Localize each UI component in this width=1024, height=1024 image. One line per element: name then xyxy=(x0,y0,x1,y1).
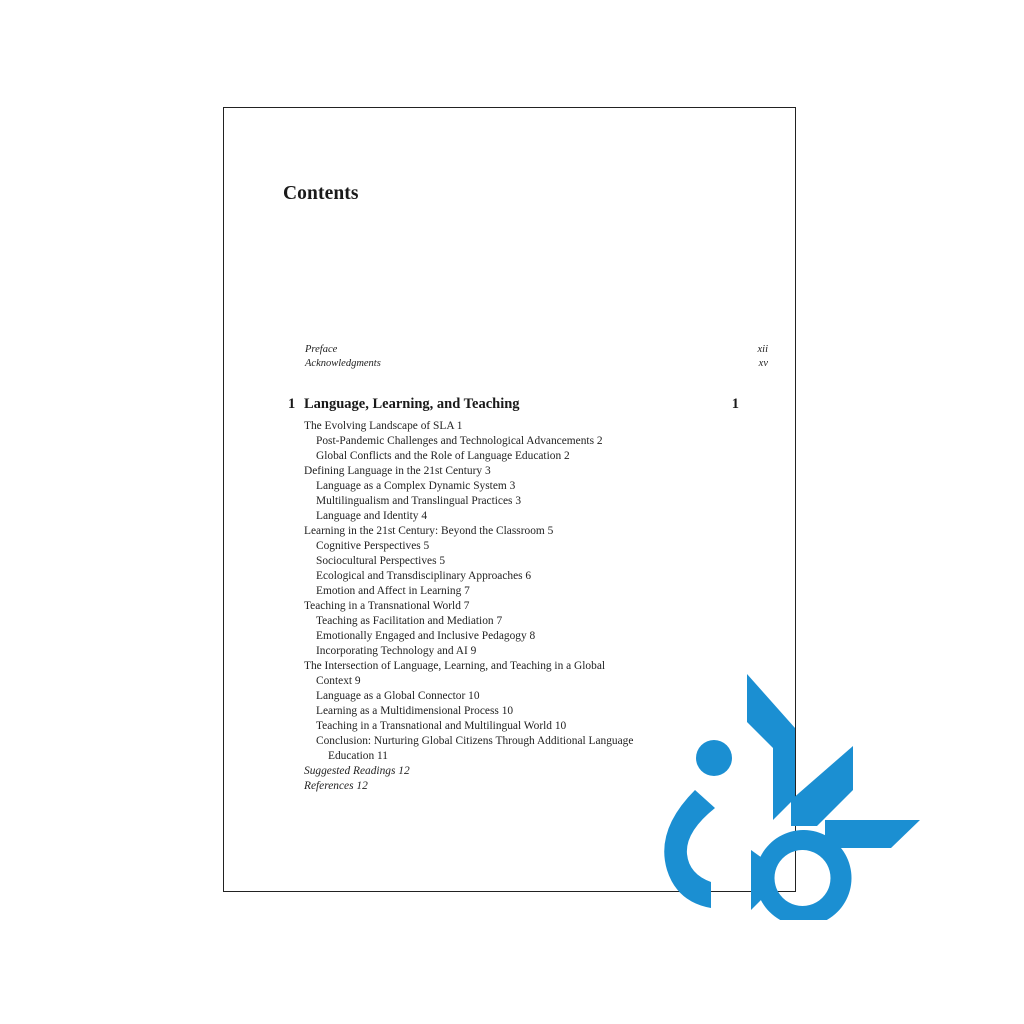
front-matter-acknowledgments: Acknowledgments xyxy=(305,358,381,369)
toc-entry: Teaching in a Transnational and Multilingual World 10 xyxy=(316,720,567,732)
toc-entry: The Evolving Landscape of SLA 1 xyxy=(304,420,463,432)
toc-entry: Sociocultural Perspectives 5 xyxy=(316,555,446,567)
page-title: Contents xyxy=(283,183,359,204)
toc-entry: References 12 xyxy=(304,780,368,792)
toc-entry: Language as a Complex Dynamic System 3 xyxy=(316,480,516,492)
toc-entry: Language and Identity 4 xyxy=(316,510,428,522)
table-of-contents-list xyxy=(304,419,633,794)
front-matter-preface: Preface xyxy=(305,344,338,355)
toc-entry: Language as a Global Connector 10 xyxy=(316,690,480,702)
publisher-logo-icon xyxy=(655,670,925,920)
front-matter-acknowledgments-page: xv xyxy=(758,358,768,369)
toc-entry: Post-Pandemic Challenges and Technological Advancements 2 xyxy=(316,435,603,447)
toc-entry: Ecological and Transdisciplinary Approaches 6 xyxy=(316,570,532,582)
chapter-number: 1 xyxy=(288,396,296,412)
toc-entry: Emotion and Affect in Learning 7 xyxy=(316,585,470,597)
chapter-page-number: 1 xyxy=(731,396,739,412)
toc-entry: Suggested Readings 12 xyxy=(304,765,410,777)
toc-entry: Education 11 xyxy=(328,750,388,762)
front-matter-preface-page: xii xyxy=(757,344,768,355)
toc-entry: Defining Language in the 21st Century 3 xyxy=(304,465,491,477)
toc-entry: Learning as a Multidimensional Process 10 xyxy=(316,705,514,717)
toc-entry: Conclusion: Nurturing Global Citizens Through Additional Language xyxy=(316,735,634,747)
toc-entry: Global Conflicts and the Role of Language Education 2 xyxy=(316,450,570,462)
toc-entry: Incorporating Technology and AI 9 xyxy=(316,645,477,657)
toc-entry: Context 9 xyxy=(316,675,361,687)
toc-entry: Learning in the 21st Century: Beyond the Classroom 5 xyxy=(304,525,554,537)
toc-entry: Emotionally Engaged and Inclusive Pedagogy 8 xyxy=(316,630,536,642)
toc-entry: Teaching in a Transnational World 7 xyxy=(304,600,470,612)
toc-entry: The Intersection of Language, Learning, and Teaching in a Global xyxy=(304,660,606,672)
toc-entry: Multilingualism and Translingual Practices 3 xyxy=(316,495,522,507)
toc-entry: Teaching as Facilitation and Mediation 7 xyxy=(316,615,503,627)
chapter-title: Language, Learning, and Teaching xyxy=(304,396,520,412)
toc-entry: Cognitive Perspectives 5 xyxy=(316,540,430,552)
